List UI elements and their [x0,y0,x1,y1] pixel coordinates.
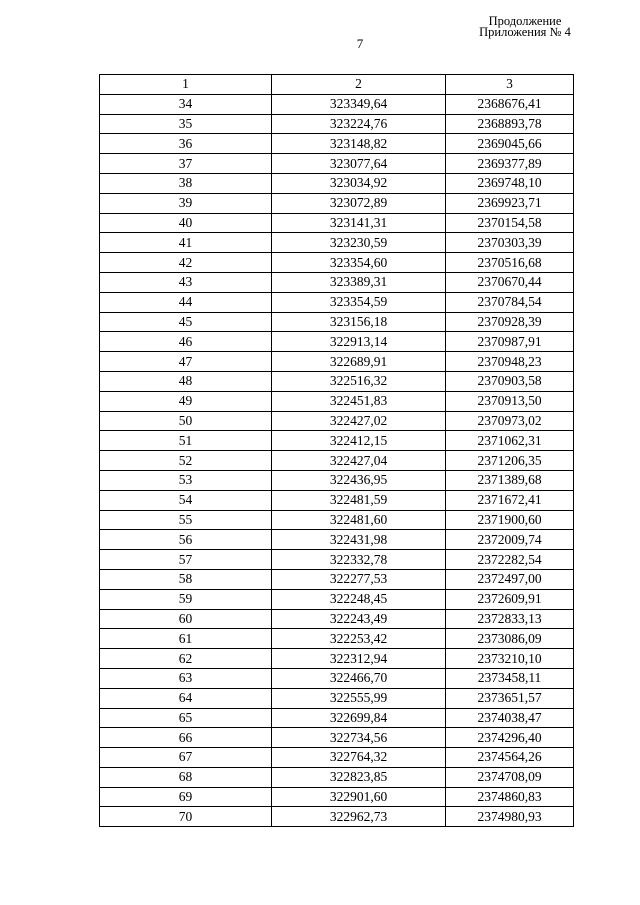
cell-y-coordinate: 2373458,11 [446,668,574,688]
cell-y-coordinate: 2374038,47 [446,708,574,728]
table-row [100,272,574,292]
table-row [100,728,574,748]
table-row [100,411,574,431]
cell-y-coordinate: 2370670,44 [446,272,574,292]
cell-y-coordinate: 2370516,68 [446,253,574,273]
cell-x-coordinate: 322823,85 [272,767,446,787]
cell-point-number: 67 [100,748,272,768]
table-row [100,94,574,114]
cell-point-number: 61 [100,629,272,649]
cell-y-coordinate: 2369045,66 [446,134,574,154]
cell-y-coordinate: 2374708,09 [446,767,574,787]
cell-x-coordinate: 322243,49 [272,609,446,629]
cell-y-coordinate: 2370987,91 [446,332,574,352]
table-row [100,708,574,728]
column-header-y-coordinate: 3 [446,75,574,95]
cell-x-coordinate: 322248,45 [272,589,446,609]
cell-y-coordinate: 2374980,93 [446,807,574,827]
table-row [100,510,574,530]
table-row [100,668,574,688]
cell-point-number: 57 [100,550,272,570]
cell-x-coordinate: 322312,94 [272,649,446,669]
cell-x-coordinate: 323072,89 [272,193,446,213]
column-header-x-coordinate: 2 [272,75,446,95]
cell-y-coordinate: 2373651,57 [446,688,574,708]
cell-point-number: 55 [100,510,272,530]
cell-y-coordinate: 2370973,02 [446,411,574,431]
cell-point-number: 62 [100,649,272,669]
cell-y-coordinate: 2372833,13 [446,609,574,629]
cell-point-number: 54 [100,490,272,510]
cell-x-coordinate: 322412,15 [272,431,446,451]
cell-point-number: 66 [100,728,272,748]
table-row [100,114,574,134]
cell-y-coordinate: 2373210,10 [446,649,574,669]
cell-y-coordinate: 2374564,26 [446,748,574,768]
cell-point-number: 36 [100,134,272,154]
table-row [100,451,574,471]
page-number: 7 [356,36,364,51]
cell-point-number: 48 [100,371,272,391]
cell-point-number: 50 [100,411,272,431]
cell-x-coordinate: 322555,99 [272,688,446,708]
table-row [100,253,574,273]
cell-point-number: 56 [100,530,272,550]
table-row [100,649,574,669]
table-row [100,490,574,510]
cell-x-coordinate: 323034,92 [272,173,446,193]
table-row [100,688,574,708]
appendix-label: Приложения № 4 [479,25,571,39]
cell-point-number: 46 [100,332,272,352]
cell-y-coordinate: 2371672,41 [446,490,574,510]
table-row [100,391,574,411]
cell-y-coordinate: 2371062,31 [446,431,574,451]
cell-y-coordinate: 2370928,39 [446,312,574,332]
cell-x-coordinate: 322481,59 [272,490,446,510]
table-row [100,134,574,154]
cell-point-number: 65 [100,708,272,728]
cell-point-number: 38 [100,173,272,193]
cell-y-coordinate: 2372282,54 [446,550,574,570]
cell-y-coordinate: 2374860,83 [446,787,574,807]
cell-point-number: 43 [100,272,272,292]
cell-y-coordinate: 2370948,23 [446,352,574,372]
cell-x-coordinate: 322451,83 [272,391,446,411]
cell-point-number: 39 [100,193,272,213]
cell-y-coordinate: 2372497,00 [446,569,574,589]
cell-point-number: 44 [100,292,272,312]
cell-point-number: 60 [100,609,272,629]
cell-x-coordinate: 322332,78 [272,550,446,570]
cell-point-number: 53 [100,470,272,490]
cell-y-coordinate: 2371206,35 [446,451,574,471]
cell-x-coordinate: 323354,60 [272,253,446,273]
cell-point-number: 70 [100,807,272,827]
coordinates-table [99,74,574,827]
cell-point-number: 58 [100,569,272,589]
cell-y-coordinate: 2368676,41 [446,94,574,114]
cell-point-number: 59 [100,589,272,609]
cell-point-number: 47 [100,352,272,372]
cell-y-coordinate: 2371900,60 [446,510,574,530]
cell-y-coordinate: 2370303,39 [446,233,574,253]
cell-x-coordinate: 322253,42 [272,629,446,649]
cell-point-number: 51 [100,431,272,451]
table-row [100,569,574,589]
cell-x-coordinate: 322466,70 [272,668,446,688]
cell-x-coordinate: 322481,60 [272,510,446,530]
table-row [100,233,574,253]
cell-point-number: 49 [100,391,272,411]
cell-point-number: 52 [100,451,272,471]
table-header-row [100,75,574,95]
cell-y-coordinate: 2370913,50 [446,391,574,411]
cell-point-number: 45 [100,312,272,332]
cell-point-number: 68 [100,767,272,787]
cell-x-coordinate: 322734,56 [272,728,446,748]
table-row [100,193,574,213]
cell-x-coordinate: 323354,59 [272,292,446,312]
cell-point-number: 41 [100,233,272,253]
cell-point-number: 42 [100,253,272,273]
table-body [100,94,574,826]
cell-y-coordinate: 2370903,58 [446,371,574,391]
cell-y-coordinate: 2369748,10 [446,173,574,193]
table-row [100,371,574,391]
cell-point-number: 40 [100,213,272,233]
cell-y-coordinate: 2372609,91 [446,589,574,609]
cell-point-number: 69 [100,787,272,807]
table-row [100,530,574,550]
table-row [100,470,574,490]
table-row [100,431,574,451]
table-row [100,748,574,768]
table-row [100,352,574,372]
cell-x-coordinate: 323349,64 [272,94,446,114]
cell-x-coordinate: 323156,18 [272,312,446,332]
cell-y-coordinate: 2374296,40 [446,728,574,748]
cell-x-coordinate: 322699,84 [272,708,446,728]
table-row [100,213,574,233]
cell-point-number: 34 [100,94,272,114]
cell-x-coordinate: 323148,82 [272,134,446,154]
cell-y-coordinate: 2369923,71 [446,193,574,213]
cell-x-coordinate: 322427,02 [272,411,446,431]
table-row [100,154,574,174]
cell-y-coordinate: 2370154,58 [446,213,574,233]
cell-x-coordinate: 322427,04 [272,451,446,471]
cell-x-coordinate: 322913,14 [272,332,446,352]
appendix-continuation-note [430,16,620,38]
cell-x-coordinate: 322901,60 [272,787,446,807]
table-row [100,292,574,312]
table-row [100,767,574,787]
cell-x-coordinate: 322962,73 [272,807,446,827]
cell-x-coordinate: 322436,95 [272,470,446,490]
table-row [100,550,574,570]
cell-x-coordinate: 322277,53 [272,569,446,589]
cell-x-coordinate: 322689,91 [272,352,446,372]
table-row [100,787,574,807]
table-row [100,807,574,827]
cell-y-coordinate: 2369377,89 [446,154,574,174]
cell-y-coordinate: 2368893,78 [446,114,574,134]
cell-y-coordinate: 2370784,54 [446,292,574,312]
table-row [100,589,574,609]
cell-x-coordinate: 323230,59 [272,233,446,253]
cell-x-coordinate: 322764,32 [272,748,446,768]
cell-x-coordinate: 322431,98 [272,530,446,550]
cell-point-number: 35 [100,114,272,134]
cell-x-coordinate: 323389,31 [272,272,446,292]
cell-y-coordinate: 2372009,74 [446,530,574,550]
table-row [100,332,574,352]
cell-x-coordinate: 322516,32 [272,371,446,391]
cell-point-number: 64 [100,688,272,708]
cell-y-coordinate: 2371389,68 [446,470,574,490]
cell-x-coordinate: 323077,64 [272,154,446,174]
table-row [100,312,574,332]
table-row [100,629,574,649]
cell-x-coordinate: 323224,76 [272,114,446,134]
cell-point-number: 37 [100,154,272,174]
table-row [100,609,574,629]
continuation-label: Продолжение [488,14,562,28]
cell-point-number: 63 [100,668,272,688]
cell-x-coordinate: 323141,31 [272,213,446,233]
table-row [100,173,574,193]
column-header-point-number: 1 [100,75,272,95]
cell-y-coordinate: 2373086,09 [446,629,574,649]
